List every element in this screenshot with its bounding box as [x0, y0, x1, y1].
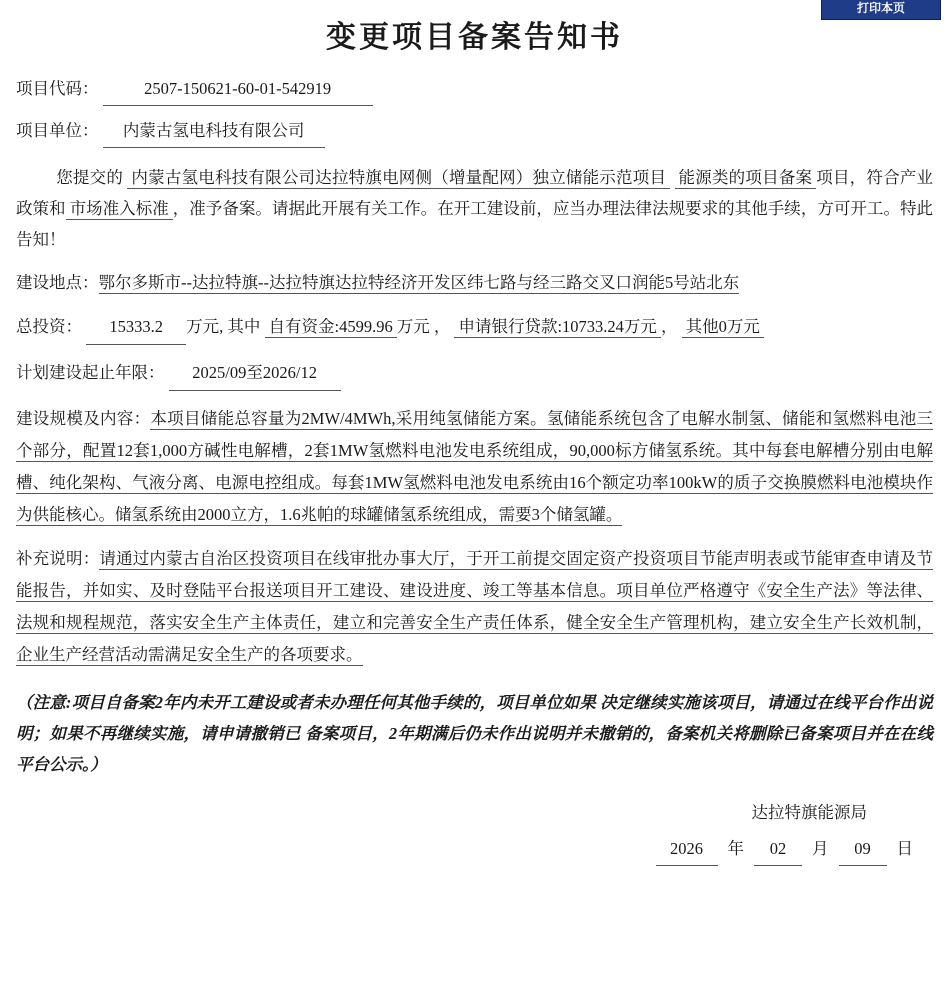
- issue-month: 02: [754, 834, 802, 866]
- investment-unit-1: 万元, 其中: [186, 317, 261, 336]
- own-funds-value: 自有资金:4599.96: [265, 317, 397, 338]
- investment-row: [16, 311, 933, 345]
- supplement-value: 请通过内蒙古自治区投资项目在线审批办事大厅，于开工前提交固定资产投资项目节能声明表或节能审查申请及节能报告，并如实、及时登陆平台报送项目开工建设、建设进度、竣工等基本信息。项目单位严格遵守《安全生产法》等法律、法规和规程规范，落实安全生产主体责任，建立和完善安全生产责任体系，健全安全生产管理机构，建立安全生产长效机制，企业生产经营活动需满足安全生产的各项要求。: [16, 549, 934, 664]
- scale-value: 本项目储能总容量为2MW/4MWh,采用纯氢储能方案。氢储能系统包含了电解水制氢、储能和氢燃料电池三个部分，配置12套1,000方碱性电解槽，2套1MW氢燃料电池发电系统组成，90,000标方储氢系统。其中每套电解槽分别由电解槽、纯化架构、气液分离、电源电控组成。每套1MW氢燃料电池发电系统由16个额定功率100kW的质子交换膜燃料电池模块作为供能核心。储氢系统由2000立方，1.6兆帕的球罐储氢系统组成，需要3个储氢罐。: [16, 409, 933, 524]
- total-investment-value: 15333.2: [86, 311, 186, 345]
- schedule-row: [16, 357, 933, 391]
- total-investment-label: 总投资：: [16, 317, 82, 336]
- issue-day: 09: [839, 834, 887, 866]
- issue-date: [16, 834, 933, 866]
- other-funds-value: 其他0万元: [682, 317, 764, 338]
- site-row: [16, 267, 933, 299]
- project-code-value: 2507-150621-60-01-542919: [103, 74, 373, 106]
- supplement-label: 补充说明：: [16, 549, 100, 568]
- project-unit-value: 内蒙古氢电科技有限公司: [103, 116, 325, 148]
- paragraph-tail-2: ，准予备案。请据此开展有关工作。在开工建设前，应当办理法律法规要求的其他手续，方可开工。特此告知！: [16, 199, 934, 249]
- project-unit-label: 项目单位：: [16, 121, 99, 140]
- page-title: 变更项目备案告知书: [326, 21, 623, 54]
- investment-unit-3: ，: [660, 317, 678, 336]
- project-unit-row: [16, 116, 933, 148]
- scale-label: 建设规模及内容：: [16, 409, 151, 428]
- project-code-row: [16, 74, 933, 106]
- project-category-value: 能源类的项目备案: [675, 168, 817, 189]
- supplement-row: [16, 543, 933, 671]
- project-code-label: 项目代码：: [16, 79, 99, 98]
- notice-text: （注意:项目自备案2年内未开工建设或者未办理任何其他手续的，项目单位如果 决定继续实施该项目，请通过在线平台作出说明；如果不再继续实施，请申请撤销已 备案项目，2年期满后仍未作出说明并未撤销的，备案机关将删除已备案项目并在在线平台公示。）: [16, 693, 934, 774]
- investment-unit-2: 万元 ，: [396, 317, 451, 336]
- paragraph-lead: 您提交的: [56, 168, 124, 187]
- bank-loan-value: 申请银行贷款:10733.24万元: [454, 317, 660, 338]
- issue-year: 2026: [656, 834, 718, 866]
- market-access-standard: 市场准入标准: [66, 199, 173, 220]
- scale-row: [16, 403, 933, 531]
- site-label: 建设地点：: [16, 273, 99, 292]
- schedule-label: 计划建设起止年限：: [16, 363, 165, 382]
- site-value: 鄂尔多斯市--达拉特旗--达拉特旗达拉特经济开发区纬七路与经三路交叉口润能5号站北东: [98, 273, 740, 292]
- document-body: [8, 74, 941, 866]
- year-unit: 年: [727, 839, 744, 858]
- print-button[interactable]: 打印本页: [821, 0, 941, 20]
- issuer-name: 达拉特旗能源局: [751, 803, 867, 822]
- project-name-value: 内蒙古氢电科技有限公司达拉特旗电网侧（增量配网）独立储能示范项目: [127, 168, 670, 189]
- main-paragraph: [16, 162, 933, 255]
- paragraph-tail-1: 项目，符合产业政策和: [16, 168, 934, 218]
- day-unit: 日: [896, 839, 913, 858]
- schedule-value: 2025/09至2026/12: [169, 357, 341, 391]
- month-unit: 月: [812, 839, 829, 858]
